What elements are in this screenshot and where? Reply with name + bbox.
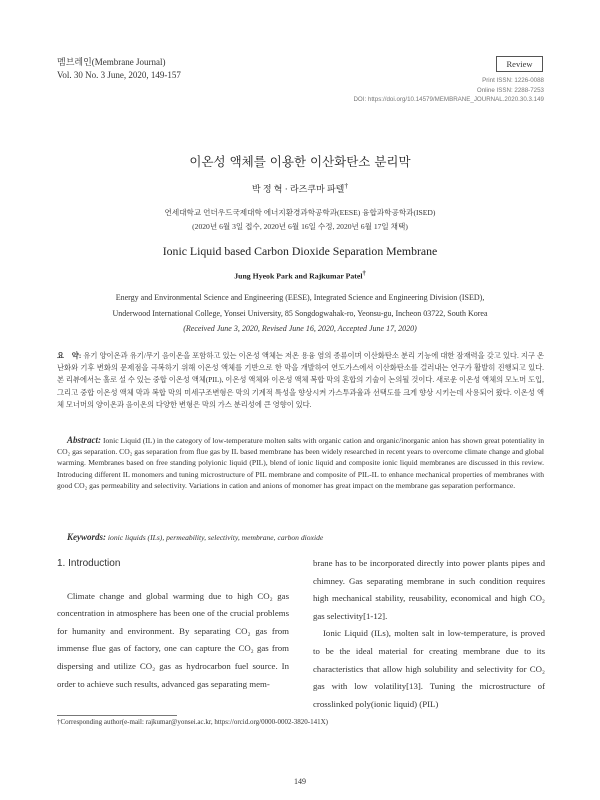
- body-left-column: [57, 555, 289, 693]
- journal-name: 멤브레인(Membrane Journal): [57, 57, 166, 67]
- footnote-divider: [57, 715, 177, 716]
- affiliation-english-line2: Underwood International College, Yonsei University, 85 Songdogwahak-ro, Yeonsu-gu, Incheon 03722, South Korea: [112, 308, 488, 318]
- issn-info: [353, 76, 544, 105]
- corresponding-mark: †: [344, 181, 349, 190]
- section-title: 1. Introduction: [57, 558, 121, 569]
- authors-english-names: Jung Hyeok Park and Rajkumar Patel: [234, 271, 363, 281]
- keywords: [67, 532, 323, 542]
- affiliation-korean: [0, 206, 600, 233]
- affiliation-english-line1: Energy and Environmental Science and Engineering (EESE), Integrated Science and Engineering Division (ISED),: [115, 293, 485, 302]
- online-issn: Online ISSN: 2288-7253: [476, 86, 544, 94]
- print-issn: Print ISSN: 1226-0088: [482, 77, 544, 84]
- keywords-text: ionic liquids (ILs), permeability, selectivity, membrane, carbon dioxide: [107, 533, 324, 542]
- authors-korean: [0, 181, 600, 195]
- doi-link[interactable]: DOI: https://doi.org/10.14579/MEMBRANE_JOURNAL.2020.30.3.149: [353, 96, 544, 103]
- corresponding-mark-en: †: [362, 270, 366, 277]
- received-dates: (Received June 3, 2020, Revised June 16, 2020, Accepted June 17, 2020): [183, 324, 417, 333]
- keywords-label: Keywords:: [67, 532, 106, 542]
- body-paragraph: brane has to be incorporated directly into power plants pipes and chimney. Gas separating membrane in such condition requires high mechanical stability, reusability, economical and high CO₂ gas selectivity[1-12].: [313, 558, 545, 621]
- affiliation-korean-text: 연세대학교 언더우드국제대학 에너지환경과학공학과(EESE) 융합과학공학과(ISED): [164, 208, 436, 217]
- abstract-english: [57, 435, 544, 491]
- journal-info: [57, 56, 181, 82]
- abstract-english-label: Abstract:: [67, 435, 102, 445]
- body-paragraph: Climate change and global warming due to high CO₂ gas concentration in atmosphere has been one of the crucial problems for humanity and environment. By separating CO₂ gas from immense flue gas of factory, one can capture the CO₂ gas from dispersing and utilize CO₂ gas as hydrocarbon fuel source. In order to achieve such results, advanced gas separating mem-: [57, 590, 289, 689]
- abstract-korean: [57, 350, 544, 411]
- body-right-column: [313, 555, 545, 713]
- authors-korean-names: 박 정 혁 · 라즈쿠마 파텔: [251, 184, 345, 194]
- title-english: Ionic Liquid based Carbon Dioxide Separation Membrane: [162, 244, 438, 258]
- dates-korean: (2020년 6월 3일 접수, 2020년 6월 16일 수정, 2020년 6월 17일 채택): [192, 221, 408, 231]
- volume-issue: Vol. 30 No. 3 June, 2020, 149-157: [57, 70, 181, 80]
- abstract-english-text: Ionic Liquid (IL) in the category of low-temperature molten salts with organic cation and organic/inorganic anion has shown great potentiality in CO₂ gas separation. CO₂ gas separation from flue gas by IL based membrane has been widely researched in recent years to overcome climate change and global warming. Membranes based on free standing polyionic liquid (PIL), blend of ionic liquid and composite ionic liquid membranes are discussed in this review. Introducing different IL monomers and tuning microstructure of PIL membrane and composite of PIL-IL to enhance mechanical properties of membranes with good CO₂ gas permeability and selectivity. Variations in cation and anions of monomer has great impact on the membrane gas separation performance.: [57, 436, 544, 490]
- authors-english: [0, 270, 600, 281]
- title-korean: 이온성 액체를 이용한 이산화탄소 분리막: [189, 154, 411, 169]
- abstract-korean-text: 유기 양이온과 유기/무기 음이온을 포함하고 있는 이온성 액체는 저온 용융 염의 종류이며 이산화탄소 분리 기능에 대한 잠재력을 갖고 있다. 지구 온난화와 기후 변화의 문제점을 극복하기 위해 이온성 액체를 기반으로 한 막을 개발하여 연도가스에서 이산화탄소를 걸러내는 연구가 활발히 진행되고 있다. 본 리뷰에서는 홀로 설 수 있는 중합 이온성 액체(PIL), 이온성 액체와 이온성 액체 복합 막의 혼합의 기술이 논의될 것이다. 새로운 이온성 액체의 모노머 도입, 그리고 중합 이온성 액체 막과 복합 막의 미세구조변형은 막의 기계적 특성을 향상시켜 가스투과율과 선택도를 크게 향상 시키는데 사용되어 왔다. 이온성 액체 모너머의 양이온과 음이온의 다양한 변형은 막의 가스 분리성에 큰 영향이 있다.: [57, 351, 545, 409]
- body-paragraph: Ionic Liquid (ILs), molten salt in low-temperature, is proved to be the ideal material for creating membrane due to its characteristics that allow high solubility and selectivity for CO₂ gas with low volatility[13]. Tuning the microstructure of crosslinked poly(ionic liquid) (PIL): [313, 628, 545, 709]
- abstract-korean-label: 요 약:: [57, 351, 82, 360]
- footnote: †Corresponding author(e-mail: rajkumar@yonsei.ac.kr, https://orcid.org/0000-0002-3820-141X): [57, 718, 329, 726]
- page-number: 149: [294, 777, 306, 786]
- article-type-badge: Review: [496, 56, 543, 72]
- affiliation-english: [0, 290, 600, 337]
